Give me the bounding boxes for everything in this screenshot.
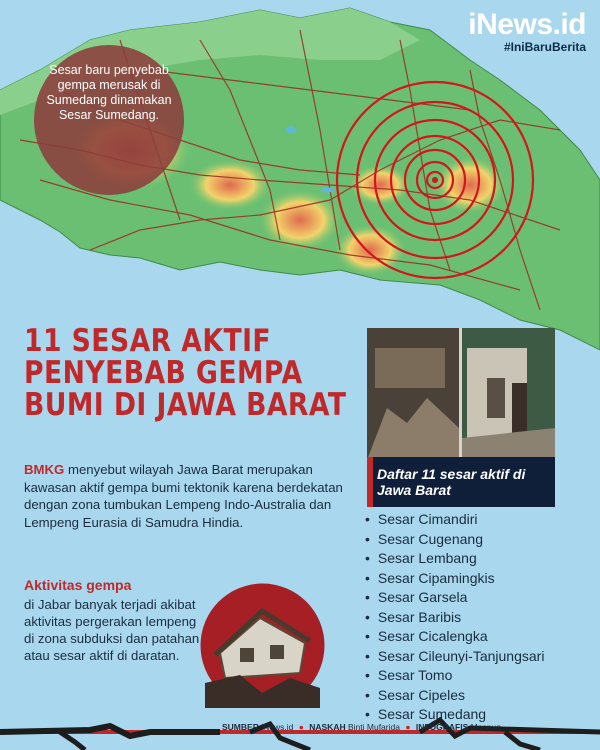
collapsed-house-image — [200, 583, 325, 708]
sumedang-note-text: Sesar baru penyebab gempa merusak di Sumedang dinamakan Sesar Sumedang. — [46, 63, 172, 122]
activity-title: Aktivitas gempa — [24, 577, 132, 593]
separator-icon: ● — [298, 722, 304, 732]
list-title: Daftar 11 sesar aktif di Jawa Barat — [367, 457, 555, 507]
source-value: iNews.id — [261, 722, 294, 732]
list-item: • Sesar Cugenang — [365, 530, 544, 550]
intro-text: menyebut wilayah Jawa Barat merupakan kawasan aktif gempa bumi tektonik karena berdekatan dengan zona tumbukan Lempeng Indo-Australia dan Lempeng Eurasia di Samudra Hindia. — [24, 462, 343, 530]
sumedang-note — [34, 45, 184, 195]
graphic-label: INFOGRAFIS — [415, 722, 469, 732]
list-item: • Sesar Lembang — [365, 549, 544, 569]
brand — [468, 8, 586, 54]
source-label: SUMBER — [222, 722, 259, 732]
credits — [222, 722, 501, 732]
brand-tagline: #IniBaruBerita — [503, 40, 586, 54]
intro-highlight: BMKG — [24, 462, 65, 477]
headline: 11 SESAR AKTIF PENYEBAB GEMPA BUMI DI JAWA BARAT — [24, 323, 347, 423]
list-item: • Sesar Cileunyi-Tanjungsari — [365, 647, 544, 667]
list-item: • Sesar Garsela — [365, 588, 544, 608]
list-item: • Sesar Cicalengka — [365, 627, 544, 647]
list-item: • Sesar Cimandiri — [365, 510, 544, 530]
separator-icon: ● — [405, 722, 411, 732]
brand-logo: iNews.id — [468, 8, 586, 41]
graphic-value: Maspuq — [470, 722, 501, 732]
writer-label: NASKAH — [309, 722, 346, 732]
list-item: • Sesar Cipamingkis — [365, 569, 544, 589]
list-item: • Sesar Sumedang — [365, 705, 544, 725]
writer-value: Binti Mufarida — [347, 722, 400, 732]
list-item: • Sesar Baribis — [365, 608, 544, 628]
fault-list — [365, 510, 544, 725]
damage-photos — [367, 328, 555, 460]
activity-text: di Jabar banyak terjadi akibat aktivitas pergerakan lempeng di zona subduksi dan patahan atau sesar aktif di daratan. — [24, 597, 200, 663]
list-item: • Sesar Cipeles — [365, 686, 544, 706]
list-item: • Sesar Tomo — [365, 666, 544, 686]
intro-paragraph — [24, 461, 354, 531]
